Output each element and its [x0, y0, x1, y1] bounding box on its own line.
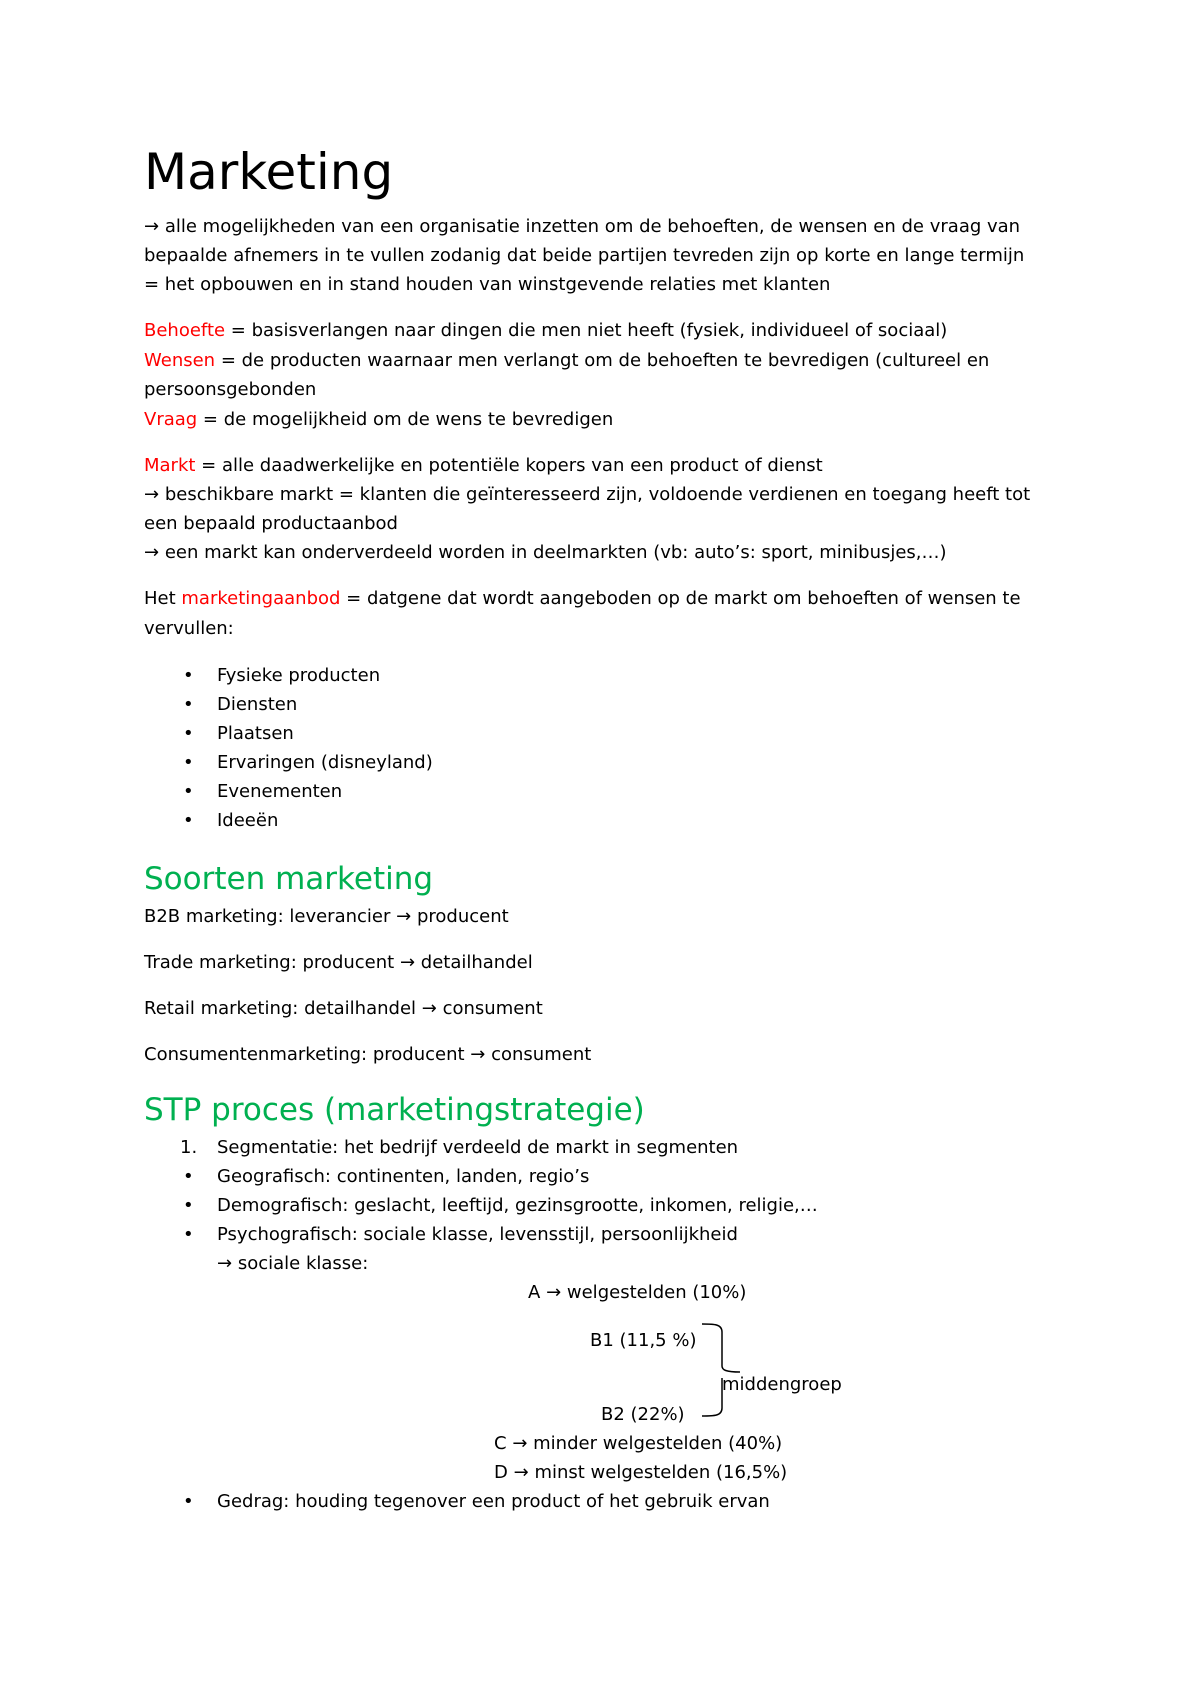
markt-line-3: een bepaald productaanbod: [144, 513, 398, 534]
gedrag-line: Gedrag: houding tegenover een product of het gebruik ervan: [217, 1491, 770, 1512]
list-item: Evenementen: [217, 781, 343, 802]
list-number: 1.: [180, 1137, 198, 1158]
bullet-icon: •: [183, 1166, 194, 1187]
klasse-d: D → minst welgestelden (16,5%): [494, 1462, 788, 1483]
heading-stp-proces: STP proces (marketingstrategie): [144, 1092, 645, 1128]
wensen-line-2: persoonsgebonden: [144, 379, 317, 400]
list-item: Ervaringen (disneyland): [217, 752, 433, 773]
brace-icon: [700, 1320, 748, 1420]
list-item: Diensten: [217, 694, 298, 715]
bullet-icon: •: [183, 752, 194, 773]
bullet-icon: •: [183, 723, 194, 744]
arrow-icon: →: [513, 1462, 529, 1483]
definition-line-1: → alle mogelijkheden van een organisatie inzetten om de behoeften, de wensen en de vraag van: [144, 216, 1021, 237]
definition-line-2: bepaalde afnemers in te vullen zodanig dat beide partijen tevreden zijn op korte en lange termijn: [144, 245, 1025, 266]
aanbod-line-2: vervullen:: [144, 618, 234, 639]
vraag-term: Vraag: [144, 409, 198, 430]
bullet-icon: •: [183, 810, 194, 831]
arrow-icon: →: [396, 906, 412, 927]
geografisch-line: Geografisch: continenten, landen, regio’s: [217, 1166, 590, 1187]
bullet-icon: •: [183, 781, 194, 802]
psychografisch-line: Psychografisch: sociale klasse, levensstijl, persoonlijkheid: [217, 1224, 738, 1245]
behoefte-line: Behoefte = basisverlangen naar dingen die men niet heeft (fysiek, individueel of sociaal): [144, 320, 948, 341]
sociale-klasse-line: → sociale klasse:: [217, 1253, 369, 1274]
retail-line: Retail marketing: detailhandel → consument: [144, 998, 543, 1019]
list-item: Plaatsen: [217, 723, 294, 744]
arrow-icon: →: [421, 998, 437, 1019]
consumenten-line: Consumentenmarketing: producent → consument: [144, 1044, 592, 1065]
markt-term: Markt: [144, 455, 196, 476]
arrow-icon: →: [144, 216, 160, 237]
arrow-icon: →: [470, 1044, 486, 1065]
arrow-icon: →: [546, 1282, 562, 1303]
arrow-icon: →: [512, 1433, 528, 1454]
bullet-icon: •: [183, 665, 194, 686]
klasse-a: A → welgestelden (10%): [528, 1282, 747, 1303]
marketingaanbod-term: marketingaanbod: [181, 588, 341, 609]
bullet-icon: •: [183, 1195, 194, 1216]
klasse-b1: B1 (11,5 %): [590, 1330, 697, 1351]
vraag-line: Vraag = de mogelijkheid om de wens te bevredigen: [144, 409, 614, 430]
definition-line-3: = het opbouwen en in stand houden van winstgevende relaties met klanten: [144, 274, 831, 295]
klasse-b2: B2 (22%): [601, 1404, 685, 1425]
list-item: Ideeën: [217, 810, 279, 831]
arrow-icon: →: [399, 952, 416, 973]
arrow-icon: →: [144, 542, 160, 563]
b2b-line: B2B marketing: leverancier → producent: [144, 906, 509, 927]
arrow-icon: →: [217, 1253, 233, 1274]
markt-line-4: → een markt kan onderverdeeld worden in deelmarkten (vb: auto’s: sport, minibusjes,…): [144, 542, 947, 563]
behoefte-term: Behoefte: [144, 320, 226, 341]
bullet-icon: •: [183, 1224, 194, 1245]
wensen-term: Wensen: [144, 350, 216, 371]
aanbod-line: Het marketingaanbod = datgene dat wordt aangeboden op de markt om behoeften of wensen te: [144, 588, 1021, 609]
markt-line: Markt = alle daadwerkelijke en potentiële kopers van een product of dienst: [144, 455, 823, 476]
bullet-icon: •: [183, 1491, 194, 1512]
arrow-icon: →: [144, 484, 160, 505]
klasse-c: C → minder welgestelden (40%): [494, 1433, 783, 1454]
heading-soorten-marketing: Soorten marketing: [144, 861, 434, 897]
middengroep-label: middengroep: [722, 1374, 842, 1395]
segmentatie-line: Segmentatie: het bedrijf verdeeld de markt in segmenten: [217, 1137, 739, 1158]
list-item: Fysieke producten: [217, 665, 381, 686]
trade-line: Trade marketing: producent → detailhandel: [144, 952, 533, 973]
page-title: Marketing: [144, 143, 394, 201]
bullet-icon: •: [183, 694, 194, 715]
markt-line-2: → beschikbare markt = klanten die geïnteresseerd zijn, voldoende verdienen en toegang heeft tot: [144, 484, 1031, 505]
wensen-line: Wensen = de producten waarnaar men verlangt om de behoeften te bevredigen (cultureel en: [144, 350, 990, 371]
demografisch-line: Demografisch: geslacht, leeftijd, gezinsgrootte, inkomen, religie,…: [217, 1195, 818, 1216]
